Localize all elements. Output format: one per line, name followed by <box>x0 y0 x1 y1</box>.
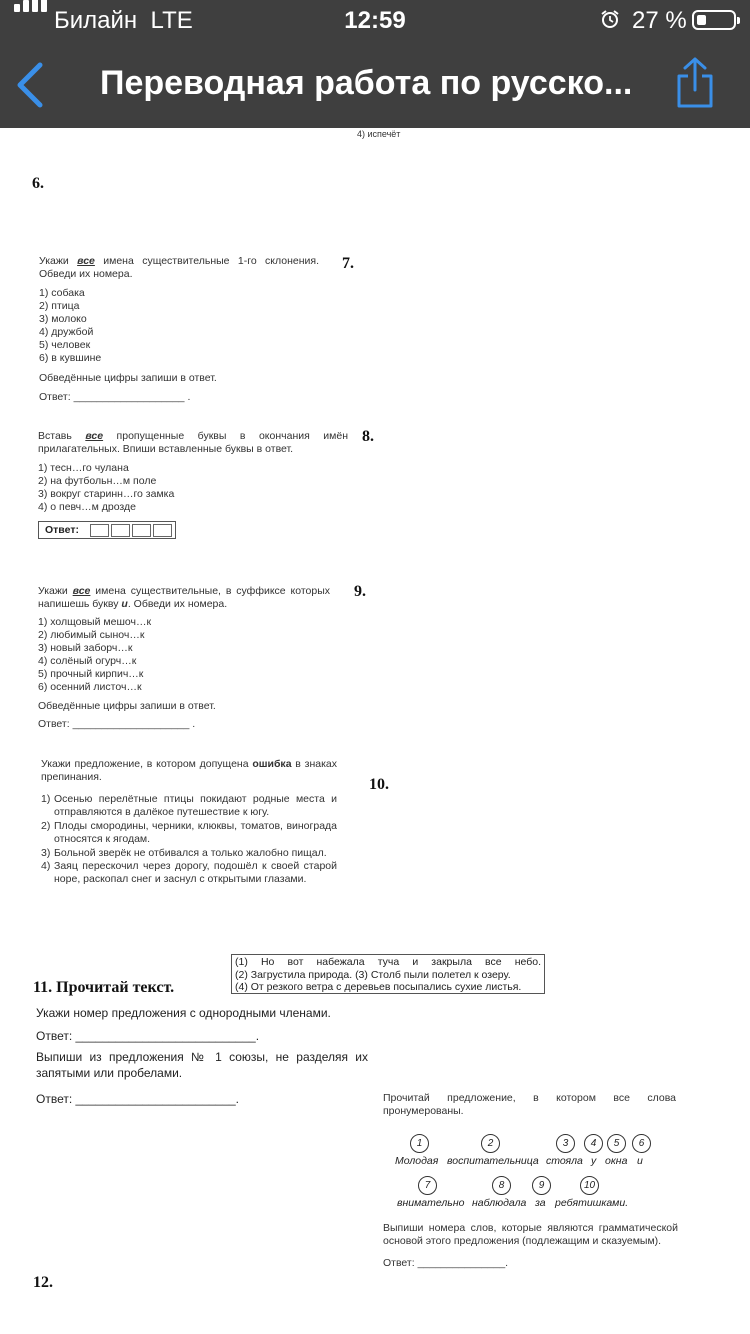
q7-item: 1) собака <box>39 287 85 299</box>
document-title: Переводная работа по русско... <box>100 64 633 102</box>
answer-cell[interactable] <box>132 524 151 537</box>
battery-percent: 27 % <box>632 7 687 34</box>
word-number-circle: 8 <box>492 1176 511 1195</box>
top-bar <box>0 0 750 128</box>
q10-option: Осенью перелётные птицы покидают родные места и отправляются в далёкое путешествие к югу. <box>54 793 337 819</box>
q9-answer-line: Ответ: ____________________ . <box>38 718 196 730</box>
question-7-prompt: Укажи все имена существительные 1-го склонения. Обведи их номера. <box>39 255 319 281</box>
question-10-prompt: Укажи предложение, в котором допущена ошибка в знаках препинания. <box>41 758 338 784</box>
q11-text-box <box>231 954 545 994</box>
q7-instruction: Обведённые цифры запиши в ответ. <box>39 372 217 384</box>
clock: 12:59 <box>344 7 406 34</box>
share-icon[interactable] <box>674 56 716 110</box>
word-number-circle: 3 <box>556 1134 575 1153</box>
q7-item: 3) молоко <box>39 313 87 325</box>
sentence-word: стояла <box>546 1155 583 1167</box>
q9-item: 2) любимый сыноч…к <box>38 629 145 641</box>
word-number-circle: 4 <box>584 1134 603 1153</box>
answer-cell[interactable] <box>111 524 130 537</box>
status-bar <box>0 0 750 42</box>
q9-item: 6) осенний листоч…к <box>38 681 142 693</box>
q10-option-number: 3) <box>41 847 51 859</box>
sentence-word: и <box>637 1155 643 1167</box>
word-number-circle: 5 <box>607 1134 626 1153</box>
sentence-word: Молодая <box>395 1155 439 1167</box>
answer-cell[interactable] <box>90 524 109 537</box>
alarm-icon <box>600 9 620 29</box>
sentence-word: наблюдала <box>472 1197 527 1209</box>
q8-item: 2) на футбольн…м поле <box>38 475 157 487</box>
q10-option-number: 1) <box>41 793 51 805</box>
q8-answer-label: Ответ: <box>45 524 79 536</box>
q11-answer-2: Ответ: ________________________. <box>36 1092 240 1106</box>
q11-task-1: Укажи номер предложения с однородными членами. <box>36 1006 331 1020</box>
q12-task: Выпиши номера слов, которые являются грамматической основой этого предложения (подлежащим и сказуемым). <box>383 1222 678 1248</box>
sentence-word: за <box>535 1197 546 1209</box>
q11-text-line: (4) От резкого ветра с деревьев посыпались сухие листья. <box>235 981 522 993</box>
question-11-heading: 11. Прочитай текст. <box>33 979 175 996</box>
question-9-prompt: Укажи все имена существительные, в суффиксе которых напишешь букву и. Обведи их номера. <box>38 585 330 611</box>
q8-item: 4) о певч…м дрозде <box>38 501 136 513</box>
q7-item: 6) в кувшине <box>39 352 102 364</box>
question-7-number: 7. <box>342 255 354 272</box>
question-12-number: 12. <box>33 1274 53 1291</box>
question-6-number: 6. <box>32 175 44 192</box>
word-number-circle: 7 <box>418 1176 437 1195</box>
q7-item: 4) дружбой <box>39 326 94 338</box>
q9-item: 5) прочный кирпич…к <box>38 668 144 680</box>
q9-instruction: Обведённые цифры запиши в ответ. <box>38 700 216 712</box>
q9-item: 3) новый заборч…к <box>38 642 133 654</box>
q11-text-line: (2) Загрустила природа. (3) Столб пыли полетел к озеру. <box>235 968 511 981</box>
sentence-word: ребятишками. <box>555 1197 629 1209</box>
carrier-label: Билайн LTE <box>54 7 193 34</box>
word-number-circle: 2 <box>481 1134 500 1153</box>
back-chevron-icon[interactable] <box>14 62 48 108</box>
q11-text-line: (1) Но вот набежала туча и закрыла все небо. <box>235 956 541 968</box>
q12-answer-line: Ответ: _______________. <box>383 1257 509 1269</box>
q8-item: 3) вокруг старинн…го замка <box>38 488 175 500</box>
q10-option-number: 2) <box>41 820 51 832</box>
question-12-prompt: Прочитай предложение, в котором все слова пронумерованы. <box>383 1092 676 1118</box>
sentence-word: воспитательница <box>447 1155 539 1167</box>
word-number-circle: 10 <box>580 1176 599 1195</box>
battery-icon <box>692 10 736 30</box>
answer-cell[interactable] <box>153 524 172 537</box>
sentence-word: у <box>591 1155 597 1167</box>
q11-answer-1: Ответ: ___________________________. <box>36 1029 260 1043</box>
question-8-prompt: Вставь все пропущенные буквы в окончания имён прилагательных. Впиши вставленные буквы в ответ. <box>38 430 348 456</box>
document-page[interactable] <box>0 128 750 1334</box>
q8-item: 1) тесн…го чулана <box>38 462 129 474</box>
q7-answer-line: Ответ: ___________________ . <box>39 391 191 403</box>
q11-task-2: Выпиши из предложения № 1 союзы, не разделяя их запятыми или пробелами. <box>36 1050 368 1080</box>
word-number-circle: 6 <box>632 1134 651 1153</box>
q7-item: 2) птица <box>39 300 80 312</box>
q7-item: 5) человек <box>39 339 91 351</box>
q9-item: 4) солёный огурч…к <box>38 655 137 667</box>
word-number-circle: 9 <box>532 1176 551 1195</box>
question-9-number: 9. <box>354 583 366 600</box>
q9-item: 1) холщовый мешоч…к <box>38 616 152 628</box>
sentence-word: внимательно <box>397 1197 465 1209</box>
sentence-word: окна <box>605 1155 628 1167</box>
cutoff-line: 4) испечёт <box>357 129 401 139</box>
q10-option: Заяц перескочил через дорогу, подошёл к своей старой норе, раскопал снег и заснул с открытыми глазами. <box>54 860 337 886</box>
q10-option: Плоды смородины, черники, клюквы, томатов, винограда относятся к ягодам. <box>54 820 337 846</box>
q10-option: Больной зверёк не отбивался а только жалобно пищал. <box>54 847 327 859</box>
q8-answer-box <box>38 521 176 539</box>
word-number-circle: 1 <box>410 1134 429 1153</box>
q10-option-number: 4) <box>41 860 51 872</box>
question-8-number: 8. <box>362 428 374 445</box>
question-10-number: 10. <box>369 776 389 793</box>
